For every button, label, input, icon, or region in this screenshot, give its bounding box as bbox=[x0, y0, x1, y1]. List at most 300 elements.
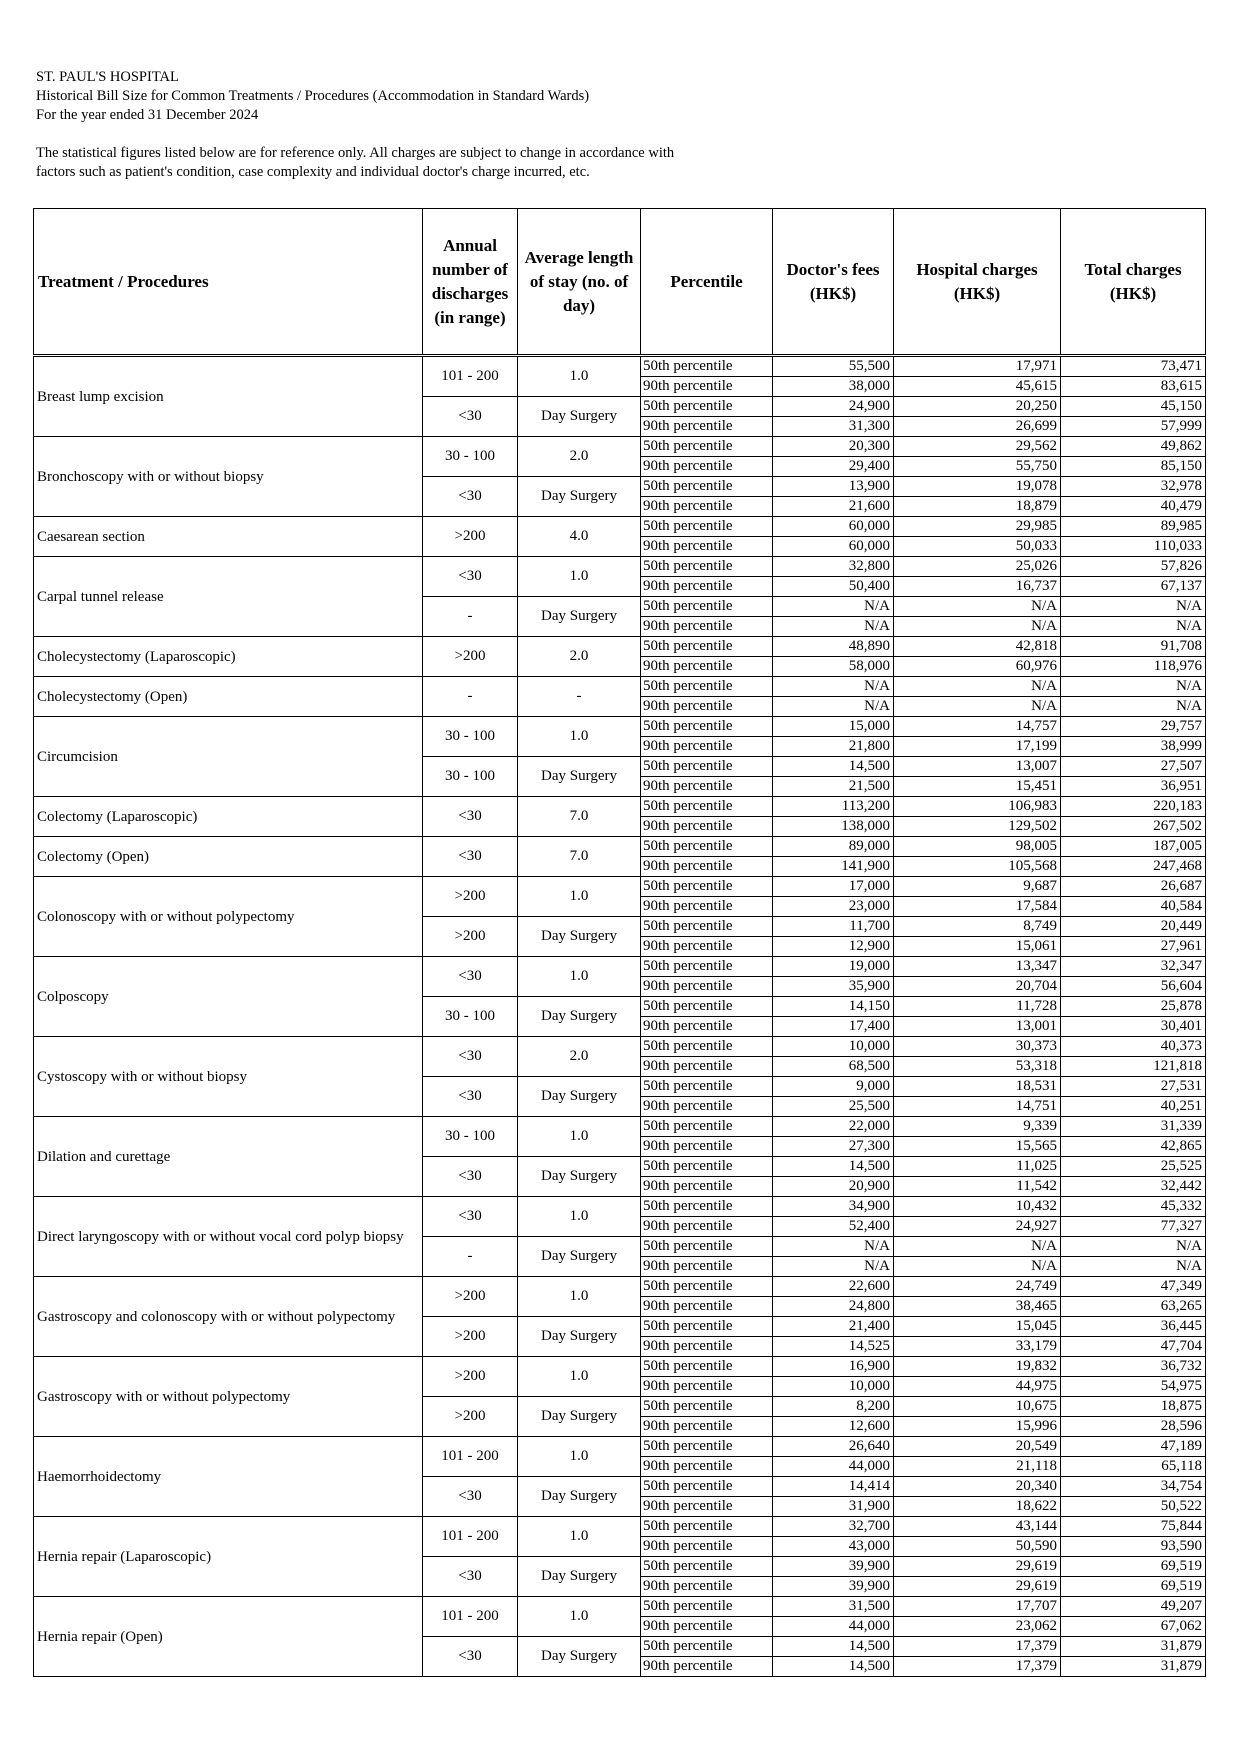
doctor-fees-cell: 20,300 bbox=[773, 437, 894, 457]
discharges-cell: 101 - 200 bbox=[423, 1517, 518, 1557]
doctor-fees-cell: 68,500 bbox=[773, 1057, 894, 1077]
stay-cell: 2.0 bbox=[518, 637, 641, 677]
procedure-name: Hernia repair (Open) bbox=[34, 1597, 423, 1677]
hospital-charges-cell: 10,432 bbox=[894, 1197, 1061, 1217]
percentile-cell: 50th percentile bbox=[641, 597, 773, 617]
table-row bbox=[34, 557, 1206, 577]
hospital-charges-cell: N/A bbox=[894, 1237, 1061, 1257]
discharges-cell: <30 bbox=[423, 1157, 518, 1197]
doctor-fees-cell: 52,400 bbox=[773, 1217, 894, 1237]
stay-cell: Day Surgery bbox=[518, 397, 641, 437]
stay-cell: Day Surgery bbox=[518, 1157, 641, 1197]
stay-cell: 1.0 bbox=[518, 877, 641, 917]
percentile-cell: 50th percentile bbox=[641, 1277, 773, 1297]
hospital-charges-cell: 9,339 bbox=[894, 1117, 1061, 1137]
total-charges-cell: 91,708 bbox=[1061, 637, 1206, 657]
percentile-cell: 90th percentile bbox=[641, 937, 773, 957]
doctor-fees-cell: 11,700 bbox=[773, 917, 894, 937]
procedure-name: Gastroscopy and colonoscopy with or without polypectomy bbox=[34, 1277, 423, 1357]
percentile-cell: 50th percentile bbox=[641, 1517, 773, 1537]
hospital-charges-cell: 15,996 bbox=[894, 1417, 1061, 1437]
doctor-fees-cell: 38,000 bbox=[773, 377, 894, 397]
total-charges-cell: N/A bbox=[1061, 1237, 1206, 1257]
procedure-name: Colposcopy bbox=[34, 957, 423, 1037]
hospital-charges-cell: 15,061 bbox=[894, 937, 1061, 957]
percentile-cell: 50th percentile bbox=[641, 877, 773, 897]
table-row bbox=[34, 1277, 1206, 1297]
percentile-cell: 50th percentile bbox=[641, 957, 773, 977]
percentile-cell: 90th percentile bbox=[641, 977, 773, 997]
column-header-hospital-charges: Hospital charges (HK$) bbox=[894, 209, 1061, 356]
discharges-cell: <30 bbox=[423, 957, 518, 997]
total-charges-cell: 121,818 bbox=[1061, 1057, 1206, 1077]
doctor-fees-cell: 44,000 bbox=[773, 1617, 894, 1637]
percentile-cell: 90th percentile bbox=[641, 1657, 773, 1677]
disclaimer-line-2: factors such as patient's condition, case complexity and individual doctor's charge incurred, etc. bbox=[36, 164, 590, 180]
doctor-fees-cell: 31,500 bbox=[773, 1597, 894, 1617]
percentile-cell: 50th percentile bbox=[641, 997, 773, 1017]
hospital-charges-cell: 20,549 bbox=[894, 1437, 1061, 1457]
hospital-charges-cell: 29,562 bbox=[894, 437, 1061, 457]
percentile-cell: 50th percentile bbox=[641, 356, 773, 377]
total-charges-cell: N/A bbox=[1061, 697, 1206, 717]
total-charges-cell: 27,507 bbox=[1061, 757, 1206, 777]
table-row bbox=[34, 1357, 1206, 1377]
procedure-name: Colectomy (Laparoscopic) bbox=[34, 797, 423, 837]
percentile-cell: 90th percentile bbox=[641, 777, 773, 797]
stay-cell: 1.0 bbox=[518, 1597, 641, 1637]
discharges-cell: <30 bbox=[423, 797, 518, 837]
doctor-fees-cell: N/A bbox=[773, 597, 894, 617]
table-row bbox=[34, 517, 1206, 537]
total-charges-cell: 40,479 bbox=[1061, 497, 1206, 517]
stay-cell: Day Surgery bbox=[518, 1237, 641, 1277]
total-charges-cell: 27,531 bbox=[1061, 1077, 1206, 1097]
procedure-name: Haemorrhoidectomy bbox=[34, 1437, 423, 1517]
stay-cell: 1.0 bbox=[518, 717, 641, 757]
hospital-charges-cell: 9,687 bbox=[894, 877, 1061, 897]
hospital-charges-cell: 17,199 bbox=[894, 737, 1061, 757]
stay-cell: Day Surgery bbox=[518, 477, 641, 517]
discharges-cell: >200 bbox=[423, 877, 518, 917]
hospital-charges-cell: 24,927 bbox=[894, 1217, 1061, 1237]
percentile-cell: 90th percentile bbox=[641, 1577, 773, 1597]
table-row bbox=[34, 1517, 1206, 1537]
hospital-charges-cell: 15,045 bbox=[894, 1317, 1061, 1337]
stay-cell: 7.0 bbox=[518, 837, 641, 877]
hospital-charges-cell: 10,675 bbox=[894, 1397, 1061, 1417]
total-charges-cell: 38,999 bbox=[1061, 737, 1206, 757]
stay-cell: 7.0 bbox=[518, 797, 641, 837]
doctor-fees-cell: 138,000 bbox=[773, 817, 894, 837]
hospital-charges-cell: 15,451 bbox=[894, 777, 1061, 797]
percentile-cell: 90th percentile bbox=[641, 1297, 773, 1317]
doctor-fees-cell: 21,800 bbox=[773, 737, 894, 757]
percentile-cell: 50th percentile bbox=[641, 917, 773, 937]
hospital-charges-cell: 13,007 bbox=[894, 757, 1061, 777]
total-charges-cell: 77,327 bbox=[1061, 1217, 1206, 1237]
percentile-cell: 90th percentile bbox=[641, 617, 773, 637]
hospital-charges-cell: 15,565 bbox=[894, 1137, 1061, 1157]
total-charges-cell: N/A bbox=[1061, 597, 1206, 617]
hospital-charges-cell: 29,985 bbox=[894, 517, 1061, 537]
doctor-fees-cell: 23,000 bbox=[773, 897, 894, 917]
total-charges-cell: 25,525 bbox=[1061, 1157, 1206, 1177]
percentile-cell: 90th percentile bbox=[641, 1057, 773, 1077]
percentile-cell: 90th percentile bbox=[641, 497, 773, 517]
discharges-cell: <30 bbox=[423, 1077, 518, 1117]
doctor-fees-cell: 14,500 bbox=[773, 1157, 894, 1177]
hospital-charges-cell: 19,078 bbox=[894, 477, 1061, 497]
discharges-cell: <30 bbox=[423, 1037, 518, 1077]
hospital-charges-cell: 43,144 bbox=[894, 1517, 1061, 1537]
stay-cell: 1.0 bbox=[518, 356, 641, 397]
hospital-charges-cell: 25,026 bbox=[894, 557, 1061, 577]
hospital-charges-cell: 30,373 bbox=[894, 1037, 1061, 1057]
percentile-cell: 90th percentile bbox=[641, 1617, 773, 1637]
discharges-cell: 30 - 100 bbox=[423, 437, 518, 477]
disclaimer-line-1: The statistical figures listed below are for reference only. All charges are subject to change in accordance with bbox=[36, 145, 675, 161]
percentile-cell: 50th percentile bbox=[641, 1077, 773, 1097]
percentile-cell: 50th percentile bbox=[641, 797, 773, 817]
total-charges-cell: 85,150 bbox=[1061, 457, 1206, 477]
hospital-charges-cell: 44,975 bbox=[894, 1377, 1061, 1397]
percentile-cell: 90th percentile bbox=[641, 1017, 773, 1037]
percentile-cell: 90th percentile bbox=[641, 857, 773, 877]
percentile-cell: 90th percentile bbox=[641, 1177, 773, 1197]
column-header-doctor-fees: Doctor's fees (HK$) bbox=[773, 209, 894, 356]
total-charges-cell: 75,844 bbox=[1061, 1517, 1206, 1537]
doctor-fees-cell: 60,000 bbox=[773, 537, 894, 557]
total-charges-cell: 42,865 bbox=[1061, 1137, 1206, 1157]
document-header bbox=[36, 68, 674, 182]
total-charges-cell: 93,590 bbox=[1061, 1537, 1206, 1557]
doctor-fees-cell: 10,000 bbox=[773, 1377, 894, 1397]
stay-cell: 1.0 bbox=[518, 1197, 641, 1237]
total-charges-cell: 118,976 bbox=[1061, 657, 1206, 677]
hospital-charges-cell: 19,832 bbox=[894, 1357, 1061, 1377]
total-charges-cell: 36,951 bbox=[1061, 777, 1206, 797]
total-charges-cell: 56,604 bbox=[1061, 977, 1206, 997]
percentile-cell: 90th percentile bbox=[641, 537, 773, 557]
percentile-cell: 50th percentile bbox=[641, 1197, 773, 1217]
total-charges-cell: 32,978 bbox=[1061, 477, 1206, 497]
percentile-cell: 50th percentile bbox=[641, 1397, 773, 1417]
total-charges-cell: 30,401 bbox=[1061, 1017, 1206, 1037]
total-charges-cell: 247,468 bbox=[1061, 857, 1206, 877]
total-charges-cell: 69,519 bbox=[1061, 1557, 1206, 1577]
reporting-period: For the year ended 31 December 2024 bbox=[36, 107, 259, 123]
hospital-charges-cell: 26,699 bbox=[894, 417, 1061, 437]
discharges-cell: >200 bbox=[423, 1277, 518, 1317]
table-row bbox=[34, 637, 1206, 657]
doctor-fees-cell: 60,000 bbox=[773, 517, 894, 537]
percentile-cell: 90th percentile bbox=[641, 417, 773, 437]
total-charges-cell: 49,207 bbox=[1061, 1597, 1206, 1617]
stay-cell: Day Surgery bbox=[518, 1317, 641, 1357]
percentile-cell: 90th percentile bbox=[641, 1257, 773, 1277]
total-charges-cell: 31,879 bbox=[1061, 1657, 1206, 1677]
percentile-cell: 50th percentile bbox=[641, 1557, 773, 1577]
total-charges-cell: 47,189 bbox=[1061, 1437, 1206, 1457]
hospital-charges-cell: 38,465 bbox=[894, 1297, 1061, 1317]
doctor-fees-cell: 34,900 bbox=[773, 1197, 894, 1217]
total-charges-cell: 110,033 bbox=[1061, 537, 1206, 557]
stay-cell: 1.0 bbox=[518, 1357, 641, 1397]
doctor-fees-cell: 43,000 bbox=[773, 1537, 894, 1557]
hospital-charges-cell: N/A bbox=[894, 597, 1061, 617]
hospital-charges-cell: 11,025 bbox=[894, 1157, 1061, 1177]
hospital-charges-cell: 105,568 bbox=[894, 857, 1061, 877]
doctor-fees-cell: 44,000 bbox=[773, 1457, 894, 1477]
hospital-charges-cell: 17,707 bbox=[894, 1597, 1061, 1617]
total-charges-cell: 40,584 bbox=[1061, 897, 1206, 917]
stay-cell: 2.0 bbox=[518, 1037, 641, 1077]
total-charges-cell: 18,875 bbox=[1061, 1397, 1206, 1417]
total-charges-cell: 54,975 bbox=[1061, 1377, 1206, 1397]
discharges-cell: <30 bbox=[423, 1557, 518, 1597]
doctor-fees-cell: 14,150 bbox=[773, 997, 894, 1017]
discharges-cell: <30 bbox=[423, 837, 518, 877]
total-charges-cell: N/A bbox=[1061, 677, 1206, 697]
discharges-cell: - bbox=[423, 1237, 518, 1277]
total-charges-cell: 20,449 bbox=[1061, 917, 1206, 937]
hospital-charges-cell: 18,531 bbox=[894, 1077, 1061, 1097]
stay-cell: Day Surgery bbox=[518, 997, 641, 1037]
doctor-fees-cell: N/A bbox=[773, 1237, 894, 1257]
table-row bbox=[34, 1437, 1206, 1457]
stay-cell: 1.0 bbox=[518, 1117, 641, 1157]
table-row bbox=[34, 837, 1206, 857]
percentile-cell: 50th percentile bbox=[641, 1317, 773, 1337]
total-charges-cell: 31,879 bbox=[1061, 1637, 1206, 1657]
doctor-fees-cell: N/A bbox=[773, 697, 894, 717]
discharges-cell: <30 bbox=[423, 1637, 518, 1677]
total-charges-cell: 65,118 bbox=[1061, 1457, 1206, 1477]
table-row bbox=[34, 1037, 1206, 1057]
procedure-name: Colectomy (Open) bbox=[34, 837, 423, 877]
percentile-cell: 90th percentile bbox=[641, 1497, 773, 1517]
total-charges-cell: 187,005 bbox=[1061, 837, 1206, 857]
procedure-name: Hernia repair (Laparoscopic) bbox=[34, 1517, 423, 1597]
stay-cell: - bbox=[518, 677, 641, 717]
procedure-name: Carpal tunnel release bbox=[34, 557, 423, 637]
hospital-charges-cell: 42,818 bbox=[894, 637, 1061, 657]
hospital-charges-cell: 17,379 bbox=[894, 1637, 1061, 1657]
procedure-name: Caesarean section bbox=[34, 517, 423, 557]
doctor-fees-cell: 12,900 bbox=[773, 937, 894, 957]
hospital-charges-cell: 98,005 bbox=[894, 837, 1061, 857]
percentile-cell: 90th percentile bbox=[641, 1097, 773, 1117]
total-charges-cell: 31,339 bbox=[1061, 1117, 1206, 1137]
total-charges-cell: 34,754 bbox=[1061, 1477, 1206, 1497]
percentile-cell: 50th percentile bbox=[641, 717, 773, 737]
stay-cell: Day Surgery bbox=[518, 757, 641, 797]
doctor-fees-cell: 55,500 bbox=[773, 356, 894, 377]
discharges-cell: >200 bbox=[423, 917, 518, 957]
percentile-cell: 50th percentile bbox=[641, 1037, 773, 1057]
total-charges-cell: 32,347 bbox=[1061, 957, 1206, 977]
hospital-charges-cell: 29,619 bbox=[894, 1557, 1061, 1577]
hospital-charges-cell: 29,619 bbox=[894, 1577, 1061, 1597]
stay-cell: 1.0 bbox=[518, 1277, 641, 1317]
procedure-name: Cholecystectomy (Open) bbox=[34, 677, 423, 717]
column-header-percentile: Percentile bbox=[641, 209, 773, 356]
doctor-fees-cell: 22,600 bbox=[773, 1277, 894, 1297]
total-charges-cell: 28,596 bbox=[1061, 1417, 1206, 1437]
doctor-fees-cell: 27,300 bbox=[773, 1137, 894, 1157]
percentile-cell: 90th percentile bbox=[641, 457, 773, 477]
percentile-cell: 50th percentile bbox=[641, 1637, 773, 1657]
hospital-charges-cell: 13,347 bbox=[894, 957, 1061, 977]
hospital-charges-cell: 60,976 bbox=[894, 657, 1061, 677]
discharges-cell: 30 - 100 bbox=[423, 997, 518, 1037]
total-charges-cell: 220,183 bbox=[1061, 797, 1206, 817]
doctor-fees-cell: 12,600 bbox=[773, 1417, 894, 1437]
total-charges-cell: 49,862 bbox=[1061, 437, 1206, 457]
doctor-fees-cell: 141,900 bbox=[773, 857, 894, 877]
percentile-cell: 50th percentile bbox=[641, 1477, 773, 1497]
percentile-cell: 50th percentile bbox=[641, 557, 773, 577]
percentile-cell: 50th percentile bbox=[641, 1357, 773, 1377]
doctor-fees-cell: 14,500 bbox=[773, 1657, 894, 1677]
discharges-cell: >200 bbox=[423, 517, 518, 557]
total-charges-cell: 47,704 bbox=[1061, 1337, 1206, 1357]
doctor-fees-cell: 21,500 bbox=[773, 777, 894, 797]
stay-cell: 1.0 bbox=[518, 557, 641, 597]
hospital-charges-cell: 55,750 bbox=[894, 457, 1061, 477]
discharges-cell: >200 bbox=[423, 1317, 518, 1357]
discharges-cell: >200 bbox=[423, 1357, 518, 1397]
column-header-discharges: Annual number of discharges (in range) bbox=[423, 209, 518, 356]
discharges-cell: 30 - 100 bbox=[423, 1117, 518, 1157]
total-charges-cell: 57,999 bbox=[1061, 417, 1206, 437]
doctor-fees-cell: 50,400 bbox=[773, 577, 894, 597]
percentile-cell: 90th percentile bbox=[641, 1337, 773, 1357]
hospital-charges-cell: 17,379 bbox=[894, 1657, 1061, 1677]
table-row bbox=[34, 797, 1206, 817]
doctor-fees-cell: 14,500 bbox=[773, 757, 894, 777]
doctor-fees-cell: 8,200 bbox=[773, 1397, 894, 1417]
hospital-charges-cell: 106,983 bbox=[894, 797, 1061, 817]
total-charges-cell: 89,985 bbox=[1061, 517, 1206, 537]
doctor-fees-cell: 17,400 bbox=[773, 1017, 894, 1037]
hospital-charges-cell: 53,318 bbox=[894, 1057, 1061, 1077]
percentile-cell: 90th percentile bbox=[641, 1137, 773, 1157]
doctor-fees-cell: 10,000 bbox=[773, 1037, 894, 1057]
hospital-charges-cell: N/A bbox=[894, 617, 1061, 637]
doctor-fees-cell: 31,300 bbox=[773, 417, 894, 437]
stay-cell: Day Surgery bbox=[518, 1397, 641, 1437]
doctor-fees-cell: 58,000 bbox=[773, 657, 894, 677]
total-charges-cell: 73,471 bbox=[1061, 356, 1206, 377]
total-charges-cell: 25,878 bbox=[1061, 997, 1206, 1017]
percentile-cell: 50th percentile bbox=[641, 1437, 773, 1457]
table-row bbox=[34, 356, 1206, 377]
doctor-fees-cell: 22,000 bbox=[773, 1117, 894, 1137]
doctor-fees-cell: 48,890 bbox=[773, 637, 894, 657]
stay-cell: Day Surgery bbox=[518, 1637, 641, 1677]
hospital-charges-cell: 13,001 bbox=[894, 1017, 1061, 1037]
total-charges-cell: 69,519 bbox=[1061, 1577, 1206, 1597]
percentile-cell: 50th percentile bbox=[641, 1117, 773, 1137]
doctor-fees-cell: 25,500 bbox=[773, 1097, 894, 1117]
hospital-charges-cell: 20,250 bbox=[894, 397, 1061, 417]
doctor-fees-cell: 113,200 bbox=[773, 797, 894, 817]
hospital-charges-cell: 17,584 bbox=[894, 897, 1061, 917]
doctor-fees-cell: 35,900 bbox=[773, 977, 894, 997]
hospital-charges-cell: N/A bbox=[894, 697, 1061, 717]
hospital-charges-cell: 21,118 bbox=[894, 1457, 1061, 1477]
doctor-fees-cell: 20,900 bbox=[773, 1177, 894, 1197]
hospital-charges-cell: 11,728 bbox=[894, 997, 1061, 1017]
percentile-cell: 50th percentile bbox=[641, 837, 773, 857]
hospital-charges-cell: 45,615 bbox=[894, 377, 1061, 397]
procedure-name: Cystoscopy with or without biopsy bbox=[34, 1037, 423, 1117]
percentile-cell: 90th percentile bbox=[641, 897, 773, 917]
stay-cell: Day Surgery bbox=[518, 1077, 641, 1117]
column-header-stay: Average length of stay (no. of day) bbox=[518, 209, 641, 356]
table-row bbox=[34, 877, 1206, 897]
discharges-cell: <30 bbox=[423, 1477, 518, 1517]
column-header-procedure: Treatment / Procedures bbox=[34, 209, 423, 356]
hospital-charges-cell: 18,879 bbox=[894, 497, 1061, 517]
discharges-cell: 30 - 100 bbox=[423, 757, 518, 797]
doctor-fees-cell: 21,400 bbox=[773, 1317, 894, 1337]
total-charges-cell: 83,615 bbox=[1061, 377, 1206, 397]
percentile-cell: 90th percentile bbox=[641, 1417, 773, 1437]
stay-cell: Day Surgery bbox=[518, 917, 641, 957]
percentile-cell: 50th percentile bbox=[641, 517, 773, 537]
doctor-fees-cell: N/A bbox=[773, 617, 894, 637]
doctor-fees-cell: 32,800 bbox=[773, 557, 894, 577]
procedure-name: Gastroscopy with or without polypectomy bbox=[34, 1357, 423, 1437]
table-row bbox=[34, 1597, 1206, 1617]
table-row bbox=[34, 437, 1206, 457]
hospital-charges-cell: 14,751 bbox=[894, 1097, 1061, 1117]
total-charges-cell: 32,442 bbox=[1061, 1177, 1206, 1197]
table-row bbox=[34, 957, 1206, 977]
total-charges-cell: N/A bbox=[1061, 617, 1206, 637]
stay-cell: 1.0 bbox=[518, 957, 641, 997]
doctor-fees-cell: 14,500 bbox=[773, 1637, 894, 1657]
total-charges-cell: N/A bbox=[1061, 1257, 1206, 1277]
total-charges-cell: 40,373 bbox=[1061, 1037, 1206, 1057]
doctor-fees-cell: 15,000 bbox=[773, 717, 894, 737]
percentile-cell: 50th percentile bbox=[641, 437, 773, 457]
bill-size-table bbox=[33, 208, 1206, 1677]
stay-cell: 1.0 bbox=[518, 1437, 641, 1477]
total-charges-cell: 57,826 bbox=[1061, 557, 1206, 577]
table-row bbox=[34, 717, 1206, 737]
total-charges-cell: 67,137 bbox=[1061, 577, 1206, 597]
percentile-cell: 90th percentile bbox=[641, 697, 773, 717]
table-header-row bbox=[34, 209, 1206, 356]
stay-cell: 1.0 bbox=[518, 1517, 641, 1557]
hospital-charges-cell: 24,749 bbox=[894, 1277, 1061, 1297]
hospital-charges-cell: 16,737 bbox=[894, 577, 1061, 597]
percentile-cell: 50th percentile bbox=[641, 477, 773, 497]
doctor-fees-cell: 39,900 bbox=[773, 1577, 894, 1597]
hospital-charges-cell: 50,033 bbox=[894, 537, 1061, 557]
doctor-fees-cell: 19,000 bbox=[773, 957, 894, 977]
hospital-charges-cell: 33,179 bbox=[894, 1337, 1061, 1357]
hospital-charges-cell: 50,590 bbox=[894, 1537, 1061, 1557]
doctor-fees-cell: 32,700 bbox=[773, 1517, 894, 1537]
procedure-name: Colonoscopy with or without polypectomy bbox=[34, 877, 423, 957]
discharges-cell: 101 - 200 bbox=[423, 1597, 518, 1637]
doctor-fees-cell: 9,000 bbox=[773, 1077, 894, 1097]
